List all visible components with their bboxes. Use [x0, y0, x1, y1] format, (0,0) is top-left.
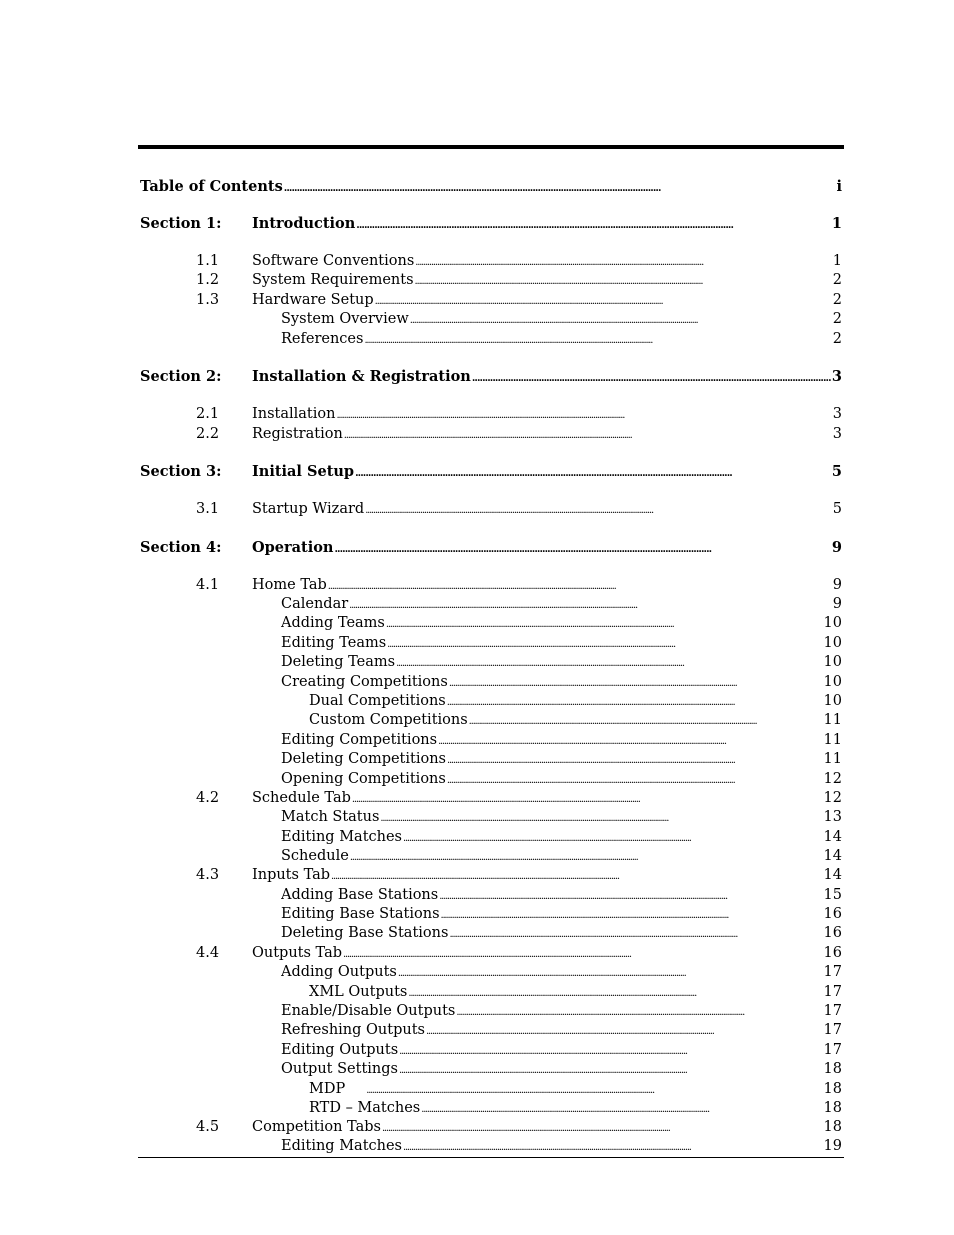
section-number: Section 3: [140, 463, 222, 480]
entry-title: Adding Teams [281, 615, 385, 631]
dot-leader [447, 770, 823, 790]
dot-leader [386, 614, 823, 634]
toc-line[interactable] [281, 330, 842, 350]
entry-page: 17 [823, 984, 842, 1000]
toc-line[interactable] [252, 462, 842, 483]
section-page: 5 [831, 463, 842, 480]
dot-leader [447, 750, 823, 770]
toc-entry-row [0, 963, 954, 982]
toc-line[interactable] [252, 214, 842, 235]
entry-number: 2.2 [196, 426, 220, 442]
entry-title: System Requirements [252, 272, 414, 288]
toc-line[interactable] [252, 538, 842, 559]
toc-entry-row [0, 944, 954, 963]
toc-line[interactable] [281, 1021, 842, 1041]
dot-leader [399, 1060, 823, 1080]
toc-line[interactable] [252, 500, 842, 520]
dot-leader [328, 576, 832, 596]
entry-title: Output Settings [281, 1061, 398, 1077]
toc-line[interactable] [252, 425, 842, 445]
entry-page: 1 [832, 253, 842, 269]
entry-page: 9 [832, 577, 842, 593]
entry-number: 4.5 [196, 1119, 220, 1135]
entry-title: Hardware Setup [252, 292, 374, 308]
toc-entry-row [0, 614, 954, 633]
toc-entry-row [0, 905, 954, 924]
toc-entry-row [0, 808, 954, 827]
entry-page: 2 [832, 272, 842, 288]
dot-leader [375, 291, 832, 311]
entry-number: 4.4 [196, 945, 220, 961]
entry-page: 15 [823, 887, 842, 903]
entry-title: Registration [252, 426, 343, 442]
entry-page: 18 [823, 1081, 842, 1097]
toc-row-contents [0, 177, 954, 196]
dot-leader [399, 1041, 822, 1061]
toc-line[interactable] [309, 1080, 842, 1100]
entry-number: 1.3 [196, 292, 220, 308]
toc-entry-row [0, 1002, 954, 1021]
entry-page: 18 [823, 1119, 842, 1135]
toc-line[interactable] [252, 944, 842, 964]
entry-title: Calendar [281, 596, 349, 612]
toc-line[interactable] [281, 808, 842, 828]
entry-title: System Overview [281, 311, 409, 327]
entry-title: MDP [309, 1081, 346, 1097]
toc-entry-row [0, 866, 954, 885]
dot-leader [356, 214, 831, 235]
toc-line[interactable] [281, 310, 842, 330]
entry-page: 16 [823, 925, 842, 941]
dot-leader [336, 405, 831, 425]
toc-entry-row [0, 405, 954, 424]
toc-entry-row [0, 770, 954, 789]
dot-leader [472, 367, 831, 388]
entry-page: 14 [823, 829, 842, 845]
dot-leader [355, 462, 831, 483]
toc-entry-row [0, 1080, 954, 1099]
entry-page: 3 [832, 426, 842, 442]
entry-title: Opening Competitions [281, 771, 446, 787]
toc-entry-row [0, 1099, 954, 1118]
dot-leader [447, 692, 823, 712]
toc-entry-row [0, 425, 954, 444]
entry-page: 18 [823, 1061, 842, 1077]
toc-line[interactable] [309, 1099, 842, 1119]
toc-line[interactable] [281, 924, 842, 944]
dot-leader [344, 425, 832, 445]
entry-title: Editing Competitions [281, 732, 438, 748]
toc-entry-row [0, 291, 954, 310]
entry-page: 2 [832, 331, 842, 347]
entry-page: 16 [823, 906, 842, 922]
entry-page: 10 [823, 693, 842, 709]
toc-entry-row [0, 595, 954, 614]
toc-line[interactable] [281, 905, 842, 925]
entry-number: 1.1 [196, 253, 220, 269]
entry-page: 12 [823, 771, 842, 787]
toc-line[interactable] [281, 653, 842, 673]
entry-title: Adding Base Stations [281, 887, 439, 903]
entry-number: 2.1 [196, 406, 220, 422]
section-title: Installation & Registration [252, 368, 471, 385]
section-row [0, 214, 954, 233]
entry-page: 10 [823, 654, 842, 670]
dot-leader [415, 252, 831, 272]
entry-title: Refreshing Outputs [281, 1022, 425, 1038]
dot-leader [410, 310, 832, 330]
toc-line[interactable] [281, 886, 842, 906]
entry-title: Editing Matches [281, 1138, 402, 1154]
toc-entry-row [0, 847, 954, 866]
entry-page: 10 [823, 674, 842, 690]
entry-title: Enable/Disable Outputs [281, 1003, 456, 1019]
entry-title: Home Tab [252, 577, 327, 593]
toc-line[interactable] [281, 731, 842, 751]
toc-line[interactable] [281, 963, 842, 983]
toc-line[interactable] [281, 1041, 842, 1061]
section-number: Section 1: [140, 215, 222, 232]
entry-page: 2 [832, 311, 842, 327]
entry-page: 11 [823, 751, 842, 767]
section-page: 9 [831, 539, 842, 556]
entry-page: 19 [823, 1138, 842, 1154]
dot-leader [350, 847, 823, 867]
dot-leader [439, 886, 822, 906]
toc-entry-row [0, 692, 954, 711]
entry-page: 5 [832, 501, 842, 517]
dot-leader [380, 808, 822, 828]
toc-line[interactable] [252, 866, 842, 886]
entry-page: 18 [823, 1100, 842, 1116]
dot-leader [403, 828, 823, 848]
entry-title: Inputs Tab [252, 867, 331, 883]
dot-leader [408, 983, 822, 1003]
entry-title: Editing Teams [281, 635, 387, 651]
toc-line[interactable] [281, 1060, 842, 1080]
entry-number: 4.1 [196, 577, 220, 593]
toc-line[interactable] [309, 983, 842, 1003]
toc-line[interactable] [281, 1002, 842, 1022]
section-number: Section 2: [140, 368, 222, 385]
dot-leader [438, 731, 822, 751]
toc-entry-row [0, 653, 954, 672]
entry-title: Adding Outputs [281, 964, 397, 980]
section-row [0, 538, 954, 557]
toc-line[interactable] [281, 614, 842, 634]
toc-line[interactable] [309, 692, 842, 712]
section-row [0, 462, 954, 481]
entry-title: Competition Tabs [252, 1119, 381, 1135]
toc-line[interactable] [140, 177, 842, 198]
toc-line[interactable] [281, 770, 842, 790]
entry-page: 17 [823, 964, 842, 980]
dot-leader [284, 177, 836, 198]
dot-leader [366, 1080, 822, 1100]
toc-line[interactable] [252, 1118, 842, 1138]
entry-page: 10 [823, 615, 842, 631]
entry-page: 14 [823, 867, 842, 883]
entry-number: 1.2 [196, 272, 220, 288]
entry-page: 14 [823, 848, 842, 864]
dot-leader [415, 271, 832, 291]
toc-line[interactable] [252, 291, 842, 311]
entry-title: Outputs Tab [252, 945, 343, 961]
entry-title: Editing Matches [281, 829, 402, 845]
entry-title: XML Outputs [309, 984, 408, 1000]
toc-line[interactable] [252, 271, 842, 291]
entry-page: 10 [823, 635, 842, 651]
dot-leader [426, 1021, 823, 1041]
entry-number: 4.2 [196, 790, 220, 806]
entry-title: Deleting Teams [281, 654, 396, 670]
dot-leader [421, 1099, 822, 1119]
dot-leader [441, 905, 823, 925]
entry-title: RTD – Matches [309, 1100, 421, 1116]
toc-line[interactable] [252, 576, 842, 596]
toc-line[interactable] [252, 405, 842, 425]
section-page: 3 [831, 368, 842, 385]
toc-entry-row [0, 886, 954, 905]
entry-page: 11 [823, 732, 842, 748]
section-title: Initial Setup [252, 463, 355, 480]
toc-entry-row [0, 271, 954, 290]
entry-page: 9 [832, 596, 842, 612]
dot-leader [403, 1137, 823, 1157]
entry-page: 12 [823, 790, 842, 806]
toc-entry-row [0, 1021, 954, 1040]
entry-title: Schedule [281, 848, 349, 864]
toc-entry-row [0, 789, 954, 808]
toc-line[interactable] [281, 634, 842, 654]
toc-entry-row [0, 500, 954, 519]
toc-entry-row [0, 924, 954, 943]
toc-entry-row [0, 750, 954, 769]
toc-entry-row [0, 576, 954, 595]
entry-number: 4.3 [196, 867, 220, 883]
toc-entry-row [0, 1041, 954, 1060]
toc-entry-row [0, 1118, 954, 1137]
toc-entry-row [0, 1137, 954, 1156]
toc-entry-row [0, 983, 954, 1002]
dot-leader [449, 924, 822, 944]
toc-line[interactable] [281, 847, 842, 867]
toc-entry-row [0, 252, 954, 271]
section-title: Operation [252, 539, 334, 556]
entry-page: 17 [823, 1003, 842, 1019]
entry-page: 17 [823, 1022, 842, 1038]
dot-leader [398, 963, 823, 983]
entry-page: 16 [823, 945, 842, 961]
toc-entry-row [0, 330, 954, 349]
toc-page: i [836, 178, 842, 195]
section-title: Introduction [252, 215, 356, 232]
bottom-rule [138, 1157, 844, 1158]
toc-title: Table of Contents [140, 178, 283, 195]
entry-title: Match Status [281, 809, 380, 825]
entry-page: 17 [823, 1042, 842, 1058]
toc-line[interactable] [309, 711, 842, 731]
toc-line[interactable] [281, 1137, 842, 1157]
entry-title: Deleting Competitions [281, 751, 446, 767]
entry-page: 2 [832, 292, 842, 308]
entry-title: Custom Competitions [309, 712, 468, 728]
entry-page: 11 [823, 712, 842, 728]
toc-entry-row [0, 673, 954, 692]
toc-entry-row [0, 828, 954, 847]
entry-title: Editing Outputs [281, 1042, 399, 1058]
toc-line[interactable] [252, 789, 842, 809]
dot-leader [396, 653, 822, 673]
entry-title: References [281, 331, 364, 347]
dot-leader [352, 789, 823, 809]
toc-line[interactable] [252, 367, 842, 388]
dot-leader [382, 1118, 823, 1138]
entry-title: Schedule Tab [252, 790, 351, 806]
dot-leader [456, 1002, 822, 1022]
dot-leader [469, 711, 823, 731]
section-page: 1 [831, 215, 842, 232]
entry-number: 3.1 [196, 501, 220, 517]
toc-entry-row [0, 1060, 954, 1079]
dot-leader [365, 500, 832, 520]
dot-leader [331, 866, 823, 886]
entry-title: Deleting Base Stations [281, 925, 449, 941]
section-number: Section 4: [140, 539, 222, 556]
toc-line[interactable] [281, 673, 842, 693]
entry-page: 13 [823, 809, 842, 825]
toc-entry-row [0, 711, 954, 730]
toc-entry-row [0, 310, 954, 329]
toc-entry-row [0, 634, 954, 653]
toc-line[interactable] [252, 252, 842, 272]
entry-title: Startup Wizard [252, 501, 365, 517]
entry-title: Dual Competitions [309, 693, 446, 709]
dot-leader [364, 330, 831, 350]
dot-leader [334, 538, 830, 559]
entry-title: Installation [252, 406, 336, 422]
toc-line[interactable] [281, 828, 842, 848]
dot-leader [343, 944, 823, 964]
entry-title: Editing Base Stations [281, 906, 440, 922]
dot-leader [387, 634, 822, 654]
entry-title: Software Conventions [252, 253, 415, 269]
dot-leader [449, 673, 823, 693]
section-row [0, 367, 954, 386]
entry-page: 3 [832, 406, 842, 422]
toc-line[interactable] [281, 595, 842, 615]
dot-leader [349, 595, 832, 615]
toc-line[interactable] [281, 750, 842, 770]
toc-entry-row [0, 731, 954, 750]
entry-title: Creating Competitions [281, 674, 448, 690]
